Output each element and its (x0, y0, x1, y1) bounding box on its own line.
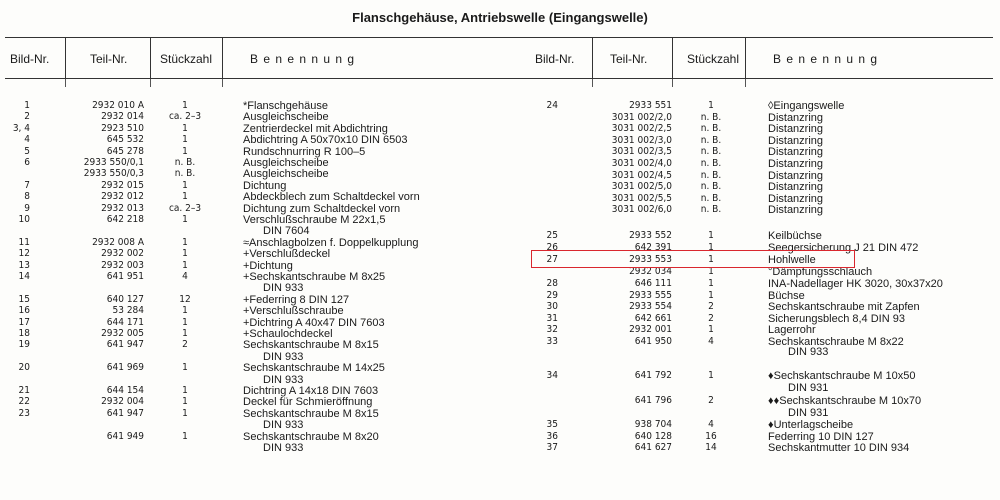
stueckzahl-cell: 1 (182, 236, 188, 248)
benennung-cell: DIN 933 (263, 282, 304, 295)
stueckzahl-cell: 1 (182, 430, 188, 442)
stueckzahl-cell: n. B. (700, 169, 722, 181)
header-top-rule (5, 37, 993, 38)
bild-nr-cell: 27 (546, 254, 558, 265)
benennung-cell: Sechskantschraube M 14x25 (243, 362, 385, 375)
teil-nr-cell: 641 792 (634, 370, 672, 381)
bild-nr-cell: 28 (546, 278, 558, 289)
stueckzahl-cell: 16 (705, 430, 717, 442)
stueckzahl-cell: 1 (182, 316, 188, 328)
teil-nr-cell: 641 796 (634, 395, 672, 406)
benennung-cell: Distanzring (768, 181, 824, 194)
col-divider (150, 37, 151, 78)
stueckzahl-cell: 14 (705, 442, 717, 454)
stueckzahl-cell: 1 (182, 122, 188, 134)
benennung-cell: Sechskantschraube M 8x15 (243, 407, 379, 420)
stueckzahl-cell: n. B. (700, 204, 722, 216)
bild-nr-cell: 18 (18, 328, 30, 339)
benennung-cell: Sicherungsblech 8,4 DIN 93 (768, 312, 905, 325)
header-bottom-rule (5, 78, 993, 79)
benennung-cell: DIN 933 (263, 419, 304, 432)
bild-nr-cell: 16 (18, 305, 30, 317)
bild-nr-cell: 36 (546, 430, 558, 442)
benennung-cell: Distanzring (768, 134, 824, 147)
benennung-cell: Büchse (768, 289, 805, 302)
teil-nr-cell: 644 171 (106, 316, 144, 328)
stueckzahl-cell: 12 (179, 293, 191, 305)
benennung-cell: Zentrierdeckel mit Abdichtring (243, 122, 388, 135)
bild-nr-cell: 22 (18, 396, 30, 408)
teil-nr-cell: 2933 553 (629, 254, 672, 265)
benennung-cell: +Dichtring A 40x47 DIN 7603 (243, 316, 385, 329)
stueckzahl-cell: 1 (708, 230, 714, 241)
col-divider (672, 37, 673, 78)
benennung-cell: Sechskantschraube M 8x22 (768, 336, 904, 348)
col-tick (592, 79, 593, 87)
teil-nr-cell: 641 947 (106, 339, 144, 351)
benennung-cell: +Sechskantschraube M 8x25 (243, 271, 386, 283)
benennung-cell: Keilbüchse (768, 230, 822, 242)
stueckzahl-cell: 1 (708, 278, 714, 289)
teil-nr-cell: 641 969 (106, 362, 144, 374)
bild-nr-cell: 2 (24, 111, 30, 123)
col-tick (222, 79, 223, 87)
bild-nr-cell: 29 (546, 289, 558, 301)
teil-nr-cell: 640 127 (106, 293, 144, 305)
bild-nr-cell: 10 (18, 214, 30, 225)
bild-nr-cell: 6 (24, 157, 30, 168)
bild-nr-cell: 12 (18, 248, 30, 260)
benennung-cell: Abdichtring A 50x70x10 DIN 6503 (243, 134, 408, 147)
bild-nr-cell: 8 (24, 191, 30, 203)
col-divider (592, 37, 593, 78)
highlight-box-hohlwelle (531, 250, 855, 268)
teil-nr-cell: 3031 002/5,0 (611, 181, 672, 193)
benennung-cell: Sechskantmutter 10 DIN 934 (768, 442, 910, 455)
bild-nr-cell: 13 (18, 259, 30, 271)
benennung-cell: Distanzring (768, 204, 824, 217)
benennung-cell: Dichtung (243, 179, 287, 192)
benennung-cell: Distanzring (768, 146, 824, 159)
stueckzahl-cell: 1 (708, 100, 714, 111)
benennung-cell: ♦Unterlagscheibe (768, 419, 854, 431)
bild-nr-cell: 37 (546, 442, 558, 454)
benennung-cell: Verschlußschraube M 22x1,5 (243, 214, 386, 226)
teil-nr-cell: 2933 551 (629, 100, 672, 111)
bild-nr-cell: 25 (546, 230, 558, 241)
benennung-cell: *Flanschgehäuse (243, 100, 329, 112)
stueckzahl-cell: 1 (182, 305, 188, 317)
benennung-cell: Ausgleichscheibe (243, 168, 329, 181)
teil-nr-cell: 642 661 (634, 312, 672, 324)
benennung-cell: Rundschnurring R 100–5 (243, 145, 366, 158)
teil-nr-cell: 641 947 (106, 407, 144, 419)
stueckzahl-cell: 1 (708, 265, 714, 277)
stueckzahl-cell: ca. 2–3 (168, 111, 202, 123)
stueckzahl-cell: 1 (708, 242, 714, 253)
benennung-cell: Sechskantschraube M 8x15 (243, 339, 379, 352)
teil-nr-cell: 2933 554 (629, 301, 672, 313)
bild-nr-cell: 4 (24, 134, 30, 146)
benennung-cell: Sechskantschraube mit Zapfen (768, 301, 920, 314)
teil-nr-cell: 3031 002/3,0 (611, 134, 672, 146)
stueckzahl-cell: 1 (182, 248, 188, 260)
bild-nr-cell: 32 (546, 324, 558, 336)
teil-nr-cell: 2933 550/0,1 (83, 157, 144, 168)
teil-nr-cell: 641 950 (634, 336, 672, 347)
benennung-cell: Distanzring (768, 158, 824, 170)
stueckzahl-cell: 1 (182, 179, 188, 191)
stueckzahl-cell: 1 (182, 396, 188, 408)
page-title: Flanschgehäuse, Antriebswelle (Eingangswelle) (352, 10, 648, 25)
stueckzahl-cell: 1 (182, 407, 188, 419)
header-benennung-left: B e n e n n u n g (250, 52, 356, 66)
stueckzahl-cell: 4 (708, 336, 714, 347)
teil-nr-cell: 3031 002/4,5 (611, 169, 672, 181)
bild-nr-cell: 24 (546, 100, 558, 111)
stueckzahl-cell: 1 (182, 191, 188, 203)
bild-nr-cell: 15 (18, 293, 30, 305)
stueckzahl-cell: 1 (708, 370, 714, 381)
stueckzahl-cell: 2 (708, 301, 714, 313)
bild-nr-cell: 34 (546, 370, 558, 381)
stueckzahl-cell: n. B. (700, 146, 722, 158)
benennung-cell: DIN 931 (788, 407, 829, 419)
teil-nr-cell: 3031 002/2,5 (611, 123, 672, 135)
benennung-cell: +Dichtung (243, 259, 293, 272)
teil-nr-cell: 645 532 (106, 134, 144, 146)
benennung-cell: °Dämpfungsschlauch (768, 265, 873, 278)
col-divider (65, 37, 66, 78)
teil-nr-cell: 2932 012 (101, 191, 144, 203)
benennung-cell: Deckel für Schmieröffnung (243, 396, 373, 409)
stueckzahl-cell: 1 (182, 134, 188, 146)
teil-nr-cell: 2923 510 (101, 122, 144, 134)
bild-nr-cell: 21 (18, 385, 30, 396)
benennung-cell: Dichtung zum Schaltdeckel vorn (243, 202, 401, 215)
benennung-cell: Seegersicherung J 21 DIN 472 (768, 242, 919, 254)
benennung-cell: ♦♦Sechskantschraube M 10x70 (768, 395, 922, 407)
benennung-cell: Ausgleichscheibe (243, 111, 329, 124)
teil-nr-cell: 641 627 (634, 442, 672, 454)
teil-nr-cell: 53 284 (112, 305, 144, 317)
header-bild-left: Bild-Nr. (10, 52, 50, 66)
teil-nr-cell: 3031 002/4,0 (611, 158, 672, 169)
benennung-cell: Federring 10 DIN 127 (768, 430, 874, 443)
bild-nr-cell: 20 (18, 362, 30, 374)
teil-nr-cell: 2932 008 A (92, 236, 144, 248)
stueckzahl-cell: n. B. (700, 181, 722, 193)
benennung-cell: INA-Nadellager HK 3020, 30x37x20 (768, 278, 943, 290)
teil-nr-cell: 2933 550/0,3 (83, 168, 144, 180)
benennung-cell: +Verschlußschraube (243, 305, 344, 318)
benennung-cell: Dichtring A 14x18 DIN 7603 (243, 385, 379, 397)
teil-nr-cell: 2932 015 (101, 179, 144, 191)
stueckzahl-cell: n. B. (174, 168, 196, 180)
header-bild-right: Bild-Nr. (535, 52, 575, 66)
benennung-cell: DIN 933 (263, 442, 304, 454)
benennung-cell: +Federring 8 DIN 127 (243, 293, 350, 306)
teil-nr-cell: 938 704 (634, 419, 672, 430)
stueckzahl-cell: 1 (182, 385, 188, 396)
stueckzahl-cell: n. B. (700, 158, 722, 169)
benennung-cell: Distanzring (768, 123, 824, 136)
teil-nr-cell: 2932 014 (101, 111, 144, 123)
benennung-cell: +Schaulochdeckel (243, 328, 333, 340)
bild-nr-cell: 5 (24, 145, 30, 157)
benennung-cell: Distanzring (768, 192, 824, 205)
bild-nr-cell: 33 (546, 336, 558, 347)
teil-nr-cell: 2932 010 A (92, 100, 144, 111)
stueckzahl-cell: n. B. (174, 157, 196, 168)
stueckzahl-cell: 1 (708, 254, 714, 265)
teil-nr-cell: 2932 013 (101, 202, 144, 214)
benennung-cell: Distanzring (768, 111, 824, 124)
benennung-cell: Lagerrohr (768, 324, 816, 337)
teil-nr-cell: 641 951 (106, 271, 144, 282)
col-tick (65, 79, 66, 87)
header-stueck-right: Stückzahl (687, 52, 740, 66)
teil-nr-cell: 642 218 (106, 214, 144, 225)
benennung-cell: DIN 7604 (263, 225, 310, 238)
stueckzahl-cell: 1 (182, 145, 188, 157)
teil-nr-cell: 2932 003 (101, 259, 144, 271)
stueckzahl-cell: 1 (182, 362, 188, 374)
col-tick (150, 79, 151, 87)
benennung-cell: Hohlwelle (768, 254, 816, 266)
bild-nr-cell: 35 (546, 419, 558, 430)
col-divider (745, 37, 746, 78)
bild-nr-cell: 26 (546, 242, 558, 253)
teil-nr-cell: 2932 002 (101, 248, 144, 260)
teil-nr-cell: 640 128 (634, 430, 672, 442)
benennung-cell: ≈Anschlagbolzen f. Doppelkupplung (243, 236, 419, 249)
bild-nr-cell: 3, 4 (12, 122, 30, 134)
bild-nr-cell: 23 (18, 407, 30, 419)
stueckzahl-cell: 1 (708, 289, 714, 301)
teil-nr-cell: 2933 555 (629, 289, 672, 301)
stueckzahl-cell: 1 (182, 328, 188, 339)
bild-nr-cell: 7 (24, 179, 30, 191)
stueckzahl-cell: 4 (708, 419, 714, 430)
header-benennung-right: B e n e n n u n g (773, 52, 879, 66)
bild-nr-cell: 31 (546, 312, 558, 324)
bild-nr-cell: 11 (18, 236, 30, 248)
benennung-cell: DIN 933 (263, 373, 304, 386)
teil-nr-cell: 2932 005 (101, 328, 144, 339)
teil-nr-cell: 3031 002/5,5 (611, 192, 672, 204)
benennung-cell: ◊Eingangswelle (768, 100, 845, 112)
col-divider (222, 37, 223, 78)
bild-nr-cell: 30 (546, 301, 558, 313)
header-teil-right: Teil-Nr. (610, 52, 648, 66)
stueckzahl-cell: ca. 2–3 (168, 202, 202, 214)
teil-nr-cell: 3031 002/3,5 (611, 146, 672, 158)
teil-nr-cell: 646 111 (634, 278, 672, 289)
col-tick (672, 79, 673, 87)
bild-nr-cell: 14 (18, 271, 30, 282)
teil-nr-cell: 3031 002/2,0 (611, 111, 672, 123)
bild-nr-cell: 17 (18, 316, 30, 328)
stueckzahl-cell: n. B. (700, 123, 722, 135)
col-tick (745, 79, 746, 87)
header-stueck-left: Stückzahl (160, 52, 213, 66)
stueckzahl-cell: 2 (708, 312, 714, 324)
benennung-cell: +Verschlußdeckel (243, 248, 331, 261)
header-teil-left: Teil-Nr. (90, 52, 128, 66)
stueckzahl-cell: 1 (182, 214, 188, 225)
teil-nr-cell: 2932 034 (629, 265, 672, 277)
benennung-cell: ♦Sechskantschraube M 10x50 (768, 370, 916, 382)
benennung-cell: DIN 933 (788, 346, 829, 358)
benennung-cell: Ausgleichscheibe (243, 157, 329, 169)
benennung-cell: DIN 933 (263, 350, 304, 363)
stueckzahl-cell: 2 (708, 395, 714, 406)
benennung-cell: Sechskantschraube M 8x20 (243, 430, 379, 443)
benennung-cell: Distanzring (768, 169, 824, 182)
teil-nr-cell: 644 154 (106, 385, 144, 396)
bild-nr-cell: 1 (24, 100, 30, 111)
bild-nr-cell: 9 (24, 202, 30, 214)
teil-nr-cell: 642 391 (634, 242, 672, 253)
bild-nr-cell: 19 (18, 339, 30, 351)
stueckzahl-cell: 1 (182, 100, 188, 111)
teil-nr-cell: 645 278 (106, 145, 144, 157)
teil-nr-cell: 641 949 (106, 430, 144, 442)
benennung-cell: DIN 931 (788, 382, 829, 394)
teil-nr-cell: 2932 004 (101, 396, 144, 408)
stueckzahl-cell: n. B. (700, 111, 722, 123)
stueckzahl-cell: 1 (182, 259, 188, 271)
stueckzahl-cell: 1 (708, 324, 714, 336)
teil-nr-cell: 3031 002/6,0 (611, 204, 672, 216)
stueckzahl-cell: n. B. (700, 134, 722, 146)
stueckzahl-cell: 4 (182, 271, 188, 282)
teil-nr-cell: 2932 001 (629, 324, 672, 336)
benennung-cell: Abdeckblech zum Schaltdeckel vorn (243, 191, 420, 204)
stueckzahl-cell: n. B. (700, 192, 722, 204)
teil-nr-cell: 2933 552 (629, 230, 672, 241)
stueckzahl-cell: 2 (182, 339, 188, 351)
